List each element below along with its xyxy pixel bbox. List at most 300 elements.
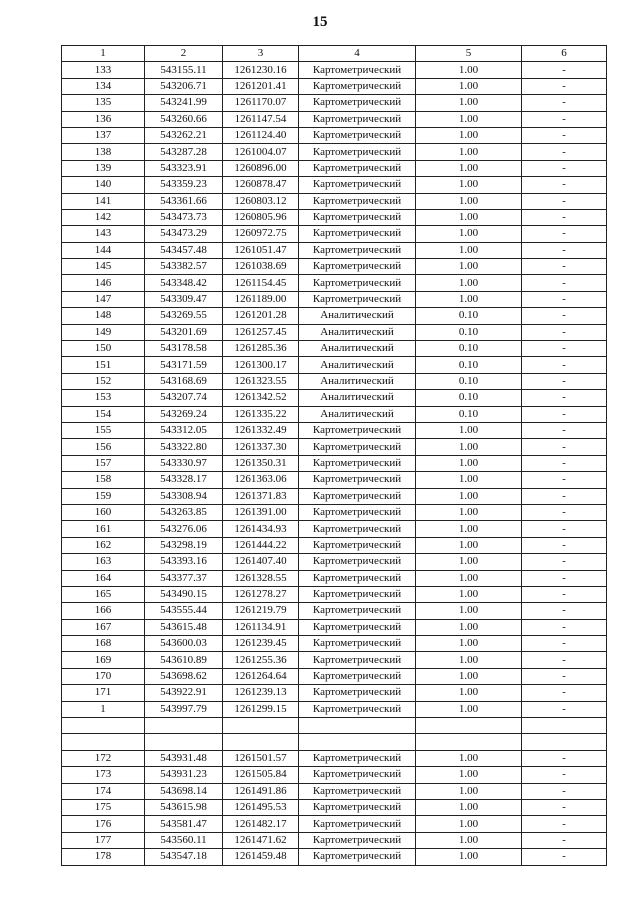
table-cell: 141 (62, 193, 145, 209)
table-cell: Картометрический (299, 259, 416, 275)
table-cell: 543922.91 (145, 685, 223, 701)
table-cell: 1.00 (416, 603, 522, 619)
table-cell: 144 (62, 242, 145, 258)
table-row (62, 406, 607, 422)
table-row (62, 619, 607, 635)
table-cell: 160 (62, 504, 145, 520)
table-cell (299, 718, 416, 734)
table-cell: 1260803.12 (223, 193, 299, 209)
table-cell: 543610.89 (145, 652, 223, 668)
table-cell: Аналитический (299, 373, 416, 389)
table-row (62, 193, 607, 209)
table-row (62, 291, 607, 307)
column-header: 4 (299, 46, 416, 62)
table-row (62, 95, 607, 111)
table-cell: 156 (62, 439, 145, 455)
table-cell: 1.00 (416, 193, 522, 209)
table-cell: 157 (62, 455, 145, 471)
table-cell: Картометрический (299, 537, 416, 553)
table-cell: Картометрический (299, 472, 416, 488)
table-cell: 1.00 (416, 554, 522, 570)
table-cell: Картометрический (299, 767, 416, 783)
table-cell: 1.00 (416, 62, 522, 78)
table-cell: 1.00 (416, 799, 522, 815)
table-cell: 1.00 (416, 78, 522, 94)
table-cell: Картометрический (299, 504, 416, 520)
table-cell: - (522, 668, 607, 684)
table-row (62, 111, 607, 127)
table-cell: - (522, 767, 607, 783)
table-cell: 1.00 (416, 422, 522, 438)
table-cell: 1261201.28 (223, 308, 299, 324)
table-cell: 543328.17 (145, 472, 223, 488)
table-cell: 1260972.75 (223, 226, 299, 242)
table-cell: - (522, 586, 607, 602)
table-cell: - (522, 652, 607, 668)
table-row (62, 308, 607, 324)
table-cell: - (522, 111, 607, 127)
table-cell: Картометрический (299, 291, 416, 307)
table-cell: 1 (62, 701, 145, 717)
table-cell: - (522, 832, 607, 848)
table-cell: Картометрический (299, 799, 416, 815)
table-cell: - (522, 488, 607, 504)
table-cell: 543262.21 (145, 127, 223, 143)
table-cell: Картометрический (299, 488, 416, 504)
table-cell: 543560.11 (145, 832, 223, 848)
table-cell: 543361.66 (145, 193, 223, 209)
table-cell: 1.00 (416, 816, 522, 832)
table-cell: 543308.94 (145, 488, 223, 504)
table-cell: Картометрический (299, 226, 416, 242)
table-cell: 543309.47 (145, 291, 223, 307)
table-cell: 543931.23 (145, 767, 223, 783)
table-cell: 164 (62, 570, 145, 586)
table-cell: 1260878.47 (223, 177, 299, 193)
table-cell: 543698.14 (145, 783, 223, 799)
table-cell: 1261323.55 (223, 373, 299, 389)
table-cell: 1261328.55 (223, 570, 299, 586)
table-cell: 543269.24 (145, 406, 223, 422)
table-cell: 1.00 (416, 144, 522, 160)
table-cell: - (522, 341, 607, 357)
table-cell: - (522, 259, 607, 275)
table-cell: 543393.16 (145, 554, 223, 570)
table-cell: - (522, 603, 607, 619)
table-row (62, 849, 607, 865)
coordinates-table (61, 45, 607, 866)
page-number: 15 (312, 14, 328, 30)
table-cell: 161 (62, 521, 145, 537)
table-cell: 154 (62, 406, 145, 422)
table-cell: 543171.59 (145, 357, 223, 373)
table-cell: - (522, 78, 607, 94)
table-cell: 1.00 (416, 242, 522, 258)
table-cell: - (522, 472, 607, 488)
table-cell: Картометрический (299, 62, 416, 78)
table-cell: 543473.73 (145, 209, 223, 225)
table-cell: 159 (62, 488, 145, 504)
table-cell: - (522, 799, 607, 815)
table-cell: 1.00 (416, 586, 522, 602)
table-cell: - (522, 308, 607, 324)
table-cell: 543997.79 (145, 701, 223, 717)
table-cell: 170 (62, 668, 145, 684)
table-cell: 543207.74 (145, 390, 223, 406)
table-cell: 1261482.17 (223, 816, 299, 832)
table-cell: - (522, 504, 607, 520)
table-cell: Картометрический (299, 422, 416, 438)
table-cell: 1261491.86 (223, 783, 299, 799)
table-cell: 1.00 (416, 701, 522, 717)
table-cell (145, 718, 223, 734)
table-row (62, 832, 607, 848)
table-cell: 149 (62, 324, 145, 340)
table-row (62, 242, 607, 258)
table-cell: 1.00 (416, 439, 522, 455)
table-cell: Картометрический (299, 816, 416, 832)
table-cell: 1261239.13 (223, 685, 299, 701)
table-cell: 1.00 (416, 521, 522, 537)
table-cell: - (522, 406, 607, 422)
table-cell: 543547.18 (145, 849, 223, 865)
table-cell: 176 (62, 816, 145, 832)
table-cell: Аналитический (299, 341, 416, 357)
table-cell: Картометрический (299, 160, 416, 176)
table-cell: 169 (62, 652, 145, 668)
table-row (62, 324, 607, 340)
table-cell: - (522, 685, 607, 701)
table-cell: 139 (62, 160, 145, 176)
table-row (62, 373, 607, 389)
table-cell: 155 (62, 422, 145, 438)
table-cell: 1.00 (416, 95, 522, 111)
table-cell: Картометрический (299, 636, 416, 652)
table-cell: 1261495.53 (223, 799, 299, 815)
table-cell (223, 734, 299, 750)
table-row (62, 586, 607, 602)
table-cell: 1.00 (416, 472, 522, 488)
table-cell: Картометрический (299, 701, 416, 717)
table-cell: Картометрический (299, 603, 416, 619)
table-row (62, 750, 607, 766)
table-cell: - (522, 193, 607, 209)
column-header: 1 (62, 46, 145, 62)
table-cell: Картометрический (299, 193, 416, 209)
table-row (62, 668, 607, 684)
table-cell: 543615.98 (145, 799, 223, 815)
table-cell: 543263.85 (145, 504, 223, 520)
table-cell: 1261124.40 (223, 127, 299, 143)
table-cell: 1261434.93 (223, 521, 299, 537)
table-cell: 543287.28 (145, 144, 223, 160)
table-cell: 1261264.64 (223, 668, 299, 684)
table-cell: 167 (62, 619, 145, 635)
table-cell: - (522, 177, 607, 193)
table-cell: 152 (62, 373, 145, 389)
table-cell: 1261332.49 (223, 422, 299, 438)
table-cell: 543600.03 (145, 636, 223, 652)
table-row (62, 226, 607, 242)
table-cell: 543490.15 (145, 586, 223, 602)
table-cell: 165 (62, 586, 145, 602)
table-cell: 0.10 (416, 390, 522, 406)
table-row (62, 160, 607, 176)
table-cell: - (522, 127, 607, 143)
table-cell: 1261134.91 (223, 619, 299, 635)
table-cell: 1261459.48 (223, 849, 299, 865)
table-cell: Картометрический (299, 455, 416, 471)
table-cell: - (522, 439, 607, 455)
table-cell: - (522, 636, 607, 652)
table-cell (416, 718, 522, 734)
table-cell: Картометрический (299, 521, 416, 537)
table-cell: 0.10 (416, 341, 522, 357)
table-cell: Картометрический (299, 209, 416, 225)
table-cell: Картометрический (299, 783, 416, 799)
table-cell: - (522, 849, 607, 865)
table-cell: 1261299.15 (223, 701, 299, 717)
table-cell: - (522, 160, 607, 176)
table-row (62, 816, 607, 832)
table-cell: 151 (62, 357, 145, 373)
table-cell: - (522, 324, 607, 340)
table-cell: 1261278.27 (223, 586, 299, 602)
table-cell: 133 (62, 62, 145, 78)
table-cell: - (522, 570, 607, 586)
table-cell: 543155.11 (145, 62, 223, 78)
table-cell: 134 (62, 78, 145, 94)
table-cell: 1.00 (416, 455, 522, 471)
table-cell: Картометрический (299, 849, 416, 865)
table-cell: 1261501.57 (223, 750, 299, 766)
table-cell: 1261255.36 (223, 652, 299, 668)
table-cell: 543377.37 (145, 570, 223, 586)
table-cell: 178 (62, 849, 145, 865)
table-row (62, 275, 607, 291)
table-cell: 543931.48 (145, 750, 223, 766)
table-cell: 1.00 (416, 636, 522, 652)
table-cell: 1261239.45 (223, 636, 299, 652)
table-cell: Картометрический (299, 586, 416, 602)
table-cell: Картометрический (299, 127, 416, 143)
table-cell: 543698.62 (145, 668, 223, 684)
table-cell: 543615.48 (145, 619, 223, 635)
table-cell: 1.00 (416, 488, 522, 504)
table-cell: Картометрический (299, 685, 416, 701)
table-cell: Картометрический (299, 652, 416, 668)
table-cell: 543168.69 (145, 373, 223, 389)
table-cell: 1261350.31 (223, 455, 299, 471)
table-cell (299, 734, 416, 750)
table-cell: 1.00 (416, 783, 522, 799)
table-body (62, 62, 607, 865)
table-cell: - (522, 357, 607, 373)
table-cell: 1.00 (416, 127, 522, 143)
table-cell: 137 (62, 127, 145, 143)
table-row (62, 685, 607, 701)
table-cell: 543457.48 (145, 242, 223, 258)
table-cell: - (522, 390, 607, 406)
table-cell: 1261170.07 (223, 95, 299, 111)
table-cell: 1.00 (416, 160, 522, 176)
table-row (62, 537, 607, 553)
table-cell: 168 (62, 636, 145, 652)
table-cell: Аналитический (299, 324, 416, 340)
table-row (62, 62, 607, 78)
table-row (62, 357, 607, 373)
table-cell: 543241.99 (145, 95, 223, 111)
table-cell: 1.00 (416, 275, 522, 291)
table-cell: 1261471.62 (223, 832, 299, 848)
table-row (62, 570, 607, 586)
table-row (62, 341, 607, 357)
table-cell: 138 (62, 144, 145, 160)
table-cell (522, 734, 607, 750)
table-cell: 1261407.40 (223, 554, 299, 570)
table-cell: 135 (62, 95, 145, 111)
table-cell: 1261201.41 (223, 78, 299, 94)
table-cell: Картометрический (299, 832, 416, 848)
table-cell: 1.00 (416, 652, 522, 668)
table-cell: 1.00 (416, 177, 522, 193)
column-header: 5 (416, 46, 522, 62)
table-cell: 172 (62, 750, 145, 766)
table-cell: - (522, 291, 607, 307)
table-cell: Картометрический (299, 78, 416, 94)
table-cell: 1.00 (416, 685, 522, 701)
table-cell: 543348.42 (145, 275, 223, 291)
table-cell: 143 (62, 226, 145, 242)
table-cell: 543178.58 (145, 341, 223, 357)
table-cell: - (522, 816, 607, 832)
table-cell: 1261038.69 (223, 259, 299, 275)
table-row (62, 783, 607, 799)
table-cell: 145 (62, 259, 145, 275)
table-cell: 148 (62, 308, 145, 324)
table-row (62, 177, 607, 193)
table-cell: 146 (62, 275, 145, 291)
table-row (62, 78, 607, 94)
table-cell: 1261147.54 (223, 111, 299, 127)
table-row (62, 652, 607, 668)
table-cell: 1.00 (416, 750, 522, 766)
table-cell: 543298.19 (145, 537, 223, 553)
table-cell: - (522, 373, 607, 389)
table-cell: Картометрический (299, 242, 416, 258)
table-cell: - (522, 455, 607, 471)
table-row (62, 504, 607, 520)
table-row (62, 439, 607, 455)
table-row (62, 209, 607, 225)
table-row (62, 472, 607, 488)
table-cell: 543581.47 (145, 816, 223, 832)
column-header: 2 (145, 46, 223, 62)
table-cell: 543323.91 (145, 160, 223, 176)
column-header: 6 (522, 46, 607, 62)
table-row (62, 455, 607, 471)
table-row (62, 701, 607, 717)
table-cell: 158 (62, 472, 145, 488)
table-cell: 543206.71 (145, 78, 223, 94)
table-cell: 1261189.00 (223, 291, 299, 307)
table-row (62, 127, 607, 143)
table-cell: 1261363.06 (223, 472, 299, 488)
table-row (62, 554, 607, 570)
table-header-row (62, 46, 607, 62)
table-cell: 543269.55 (145, 308, 223, 324)
table-cell: 543359.23 (145, 177, 223, 193)
table-cell: - (522, 209, 607, 225)
table-row (62, 799, 607, 815)
table-cell: 1.00 (416, 849, 522, 865)
table-cell: 1261337.30 (223, 439, 299, 455)
table-row (62, 259, 607, 275)
table-cell: 543201.69 (145, 324, 223, 340)
table-row (62, 521, 607, 537)
table-cell: 1261371.83 (223, 488, 299, 504)
table-cell: 543312.05 (145, 422, 223, 438)
table-cell: Картометрический (299, 570, 416, 586)
table-cell: 1261154.45 (223, 275, 299, 291)
table-cell: - (522, 521, 607, 537)
table-cell: Картометрический (299, 439, 416, 455)
table-cell: 1261391.00 (223, 504, 299, 520)
table-cell: 1261230.16 (223, 62, 299, 78)
table-cell: 162 (62, 537, 145, 553)
table-cell: 174 (62, 783, 145, 799)
table-cell: 1.00 (416, 259, 522, 275)
table-cell: 1.00 (416, 767, 522, 783)
table-cell (223, 718, 299, 734)
table-cell: - (522, 275, 607, 291)
table-cell: 177 (62, 832, 145, 848)
table-cell: 1260805.96 (223, 209, 299, 225)
table-cell: Картометрический (299, 177, 416, 193)
table-cell: Картометрический (299, 144, 416, 160)
table-cell: - (522, 226, 607, 242)
table-cell: 1261444.22 (223, 537, 299, 553)
table-cell: - (522, 783, 607, 799)
table-cell: 1.00 (416, 226, 522, 242)
table-cell: 1.00 (416, 291, 522, 307)
table-cell: - (522, 750, 607, 766)
column-header: 3 (223, 46, 299, 62)
table-cell: 1.00 (416, 668, 522, 684)
table-cell: 1261285.36 (223, 341, 299, 357)
table-cell: 0.10 (416, 373, 522, 389)
table-cell: Картометрический (299, 619, 416, 635)
table-cell: 543260.66 (145, 111, 223, 127)
table-cell: - (522, 62, 607, 78)
table-cell: - (522, 422, 607, 438)
table-cell: 136 (62, 111, 145, 127)
table-cell: 543330.97 (145, 455, 223, 471)
table-cell: - (522, 701, 607, 717)
table-cell: 1261342.52 (223, 390, 299, 406)
table-cell: 1261257.45 (223, 324, 299, 340)
table-cell (62, 734, 145, 750)
table-cell: 173 (62, 767, 145, 783)
table-cell: 1.00 (416, 570, 522, 586)
table-cell: 543555.44 (145, 603, 223, 619)
table-row (62, 422, 607, 438)
table-cell: Аналитический (299, 390, 416, 406)
table-cell: 166 (62, 603, 145, 619)
table-cell: - (522, 242, 607, 258)
table-cell: 543382.57 (145, 259, 223, 275)
table-cell: 1.00 (416, 537, 522, 553)
